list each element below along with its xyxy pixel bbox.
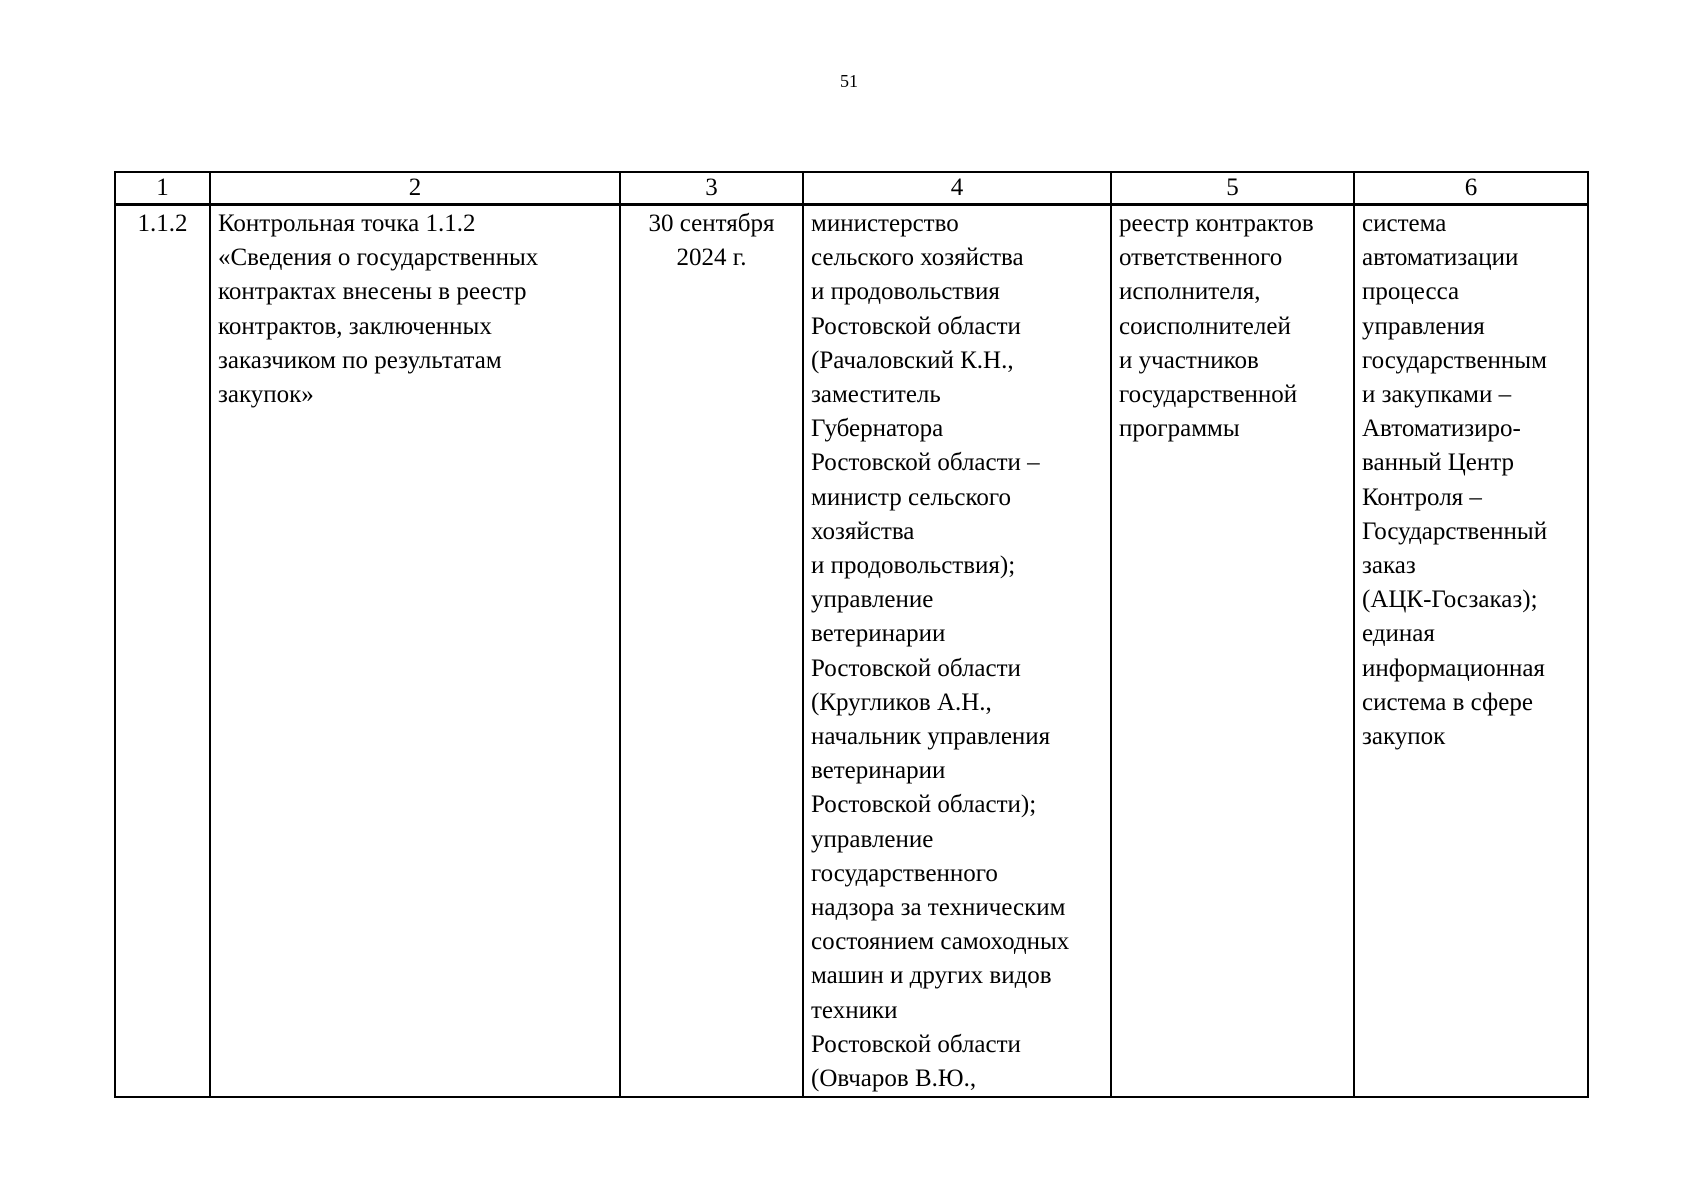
column-header-5: 5 xyxy=(1111,172,1354,205)
deadline-date: 30 сентября 2024 г. xyxy=(648,210,775,272)
information-system-cell xyxy=(1354,205,1588,1098)
page-number: 51 xyxy=(840,71,858,91)
confirming-document: реестр контрактов ответственного исполнителя, соисполнителей и участников государственной программы xyxy=(1119,210,1314,443)
document-cell xyxy=(1111,205,1354,1098)
control-point-name-cell xyxy=(210,205,620,1098)
column-header-6: 6 xyxy=(1354,172,1588,205)
information-system: система автоматизации процесса управления государственным и закупками – Автоматизиро- ванный Центр Контроля – Государственный заказ (АЦК-Госзаказ); единая информационная система в сфере закупок xyxy=(1362,210,1548,751)
column-header-2: 2 xyxy=(210,172,620,205)
column-header-1: 1 xyxy=(115,172,210,205)
column-header-3: 3 xyxy=(620,172,803,205)
control-points-table xyxy=(114,171,1589,1098)
responsible-executors: министерство сельского хозяйства и продовольствия Ростовской области (Рачаловский К.Н., заместитель Губернатора Ростовской области – министр сельского хозяйства и продовольствия); управление ветеринарии Ростовской области (Кругликов А.Н., начальник управления ветеринарии Ростовской области); управление государственного надзора за техническим состоянием самоходных машин и других видов техники Ростовской области (Овчаров В.Ю., xyxy=(811,210,1070,1093)
control-point-name: Контрольная точка 1.1.2 «Сведения о государственных контрактах внесены в реестр контрактов, заключенных заказчиком по результатам закупок» xyxy=(218,210,539,409)
table-body xyxy=(115,205,1588,1098)
table-row xyxy=(115,205,1588,1098)
row-number-cell xyxy=(115,205,210,1098)
responsible-cell xyxy=(803,205,1111,1098)
table-header xyxy=(115,172,1588,205)
header-row xyxy=(115,172,1588,205)
row-number: 1.1.2 xyxy=(137,210,188,237)
column-header-4: 4 xyxy=(803,172,1111,205)
deadline-cell xyxy=(620,205,803,1098)
